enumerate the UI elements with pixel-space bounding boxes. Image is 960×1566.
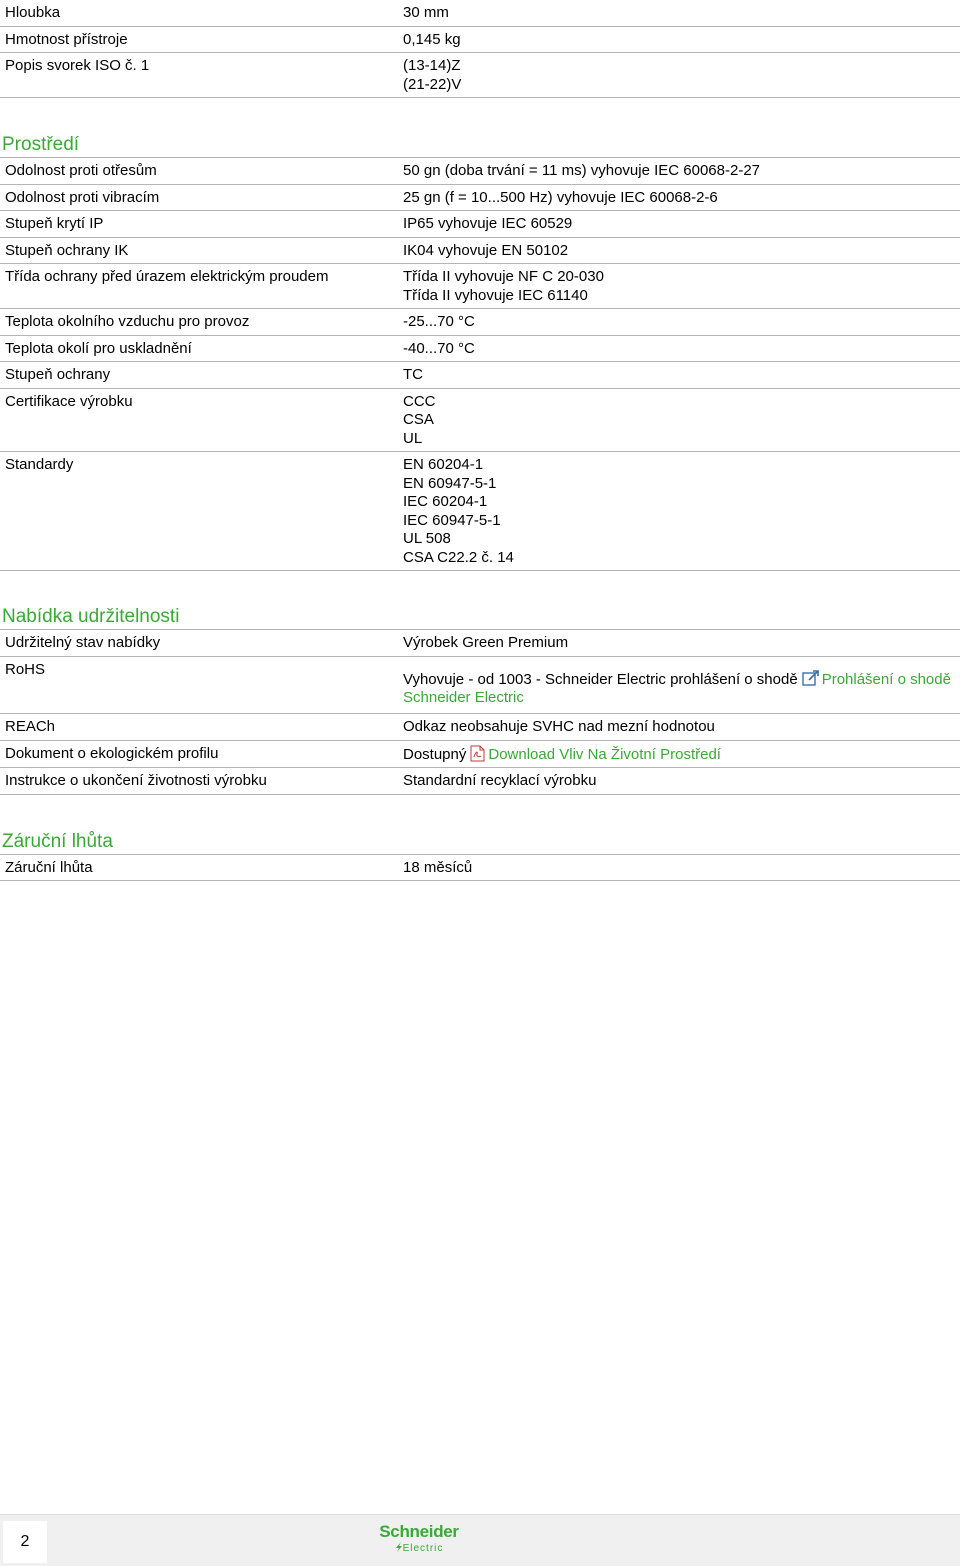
- page-number: 2: [3, 1521, 47, 1563]
- spec-value-line: Třída II vyhovuje IEC 61140: [403, 286, 588, 304]
- external-link-icon[interactable]: [798, 671, 822, 688]
- environment-spec-table: [0, 158, 960, 571]
- spec-key: Stupeň ochrany IK: [5, 241, 129, 259]
- schneider-electric-logo: [374, 1523, 464, 1557]
- spec-value-line: IP65 vyhovuje IEC 60529: [403, 215, 573, 232]
- spec-row: [0, 335, 960, 362]
- top-spec-table: [0, 0, 960, 98]
- spec-key: Odolnost proti otřesům: [5, 162, 157, 179]
- spec-value-line: CSA C22.2 č. 14: [403, 548, 514, 566]
- spec-value: [392, 452, 960, 571]
- spec-key: Odolnost proti vibracím: [5, 188, 160, 206]
- spec-key: Dokument o ekologickém profilu: [5, 744, 219, 762]
- spec-value-line: EN 60204-1: [403, 456, 484, 473]
- spec-row: [0, 768, 960, 795]
- spec-row: [0, 740, 960, 768]
- warranty-spec-table: [0, 855, 960, 882]
- spec-value-line: (21-22)V: [403, 75, 462, 93]
- spec-row: [0, 656, 960, 714]
- spec-key: RoHS: [5, 660, 46, 678]
- download-environmental-profile-link[interactable]: Download Vliv Na Životní Prostředí: [488, 745, 721, 763]
- declaration-of-conformity-link[interactable]: Prohlášení o shodě Schneider Electric: [403, 670, 951, 706]
- spec-value: [392, 309, 960, 336]
- section-title-warranty: Záruční lhůta: [0, 831, 960, 855]
- spec-row: [0, 211, 960, 238]
- eco-text: Dostupný: [403, 745, 467, 763]
- spec-value: [392, 211, 960, 238]
- logo-name: Schneider: [379, 1522, 459, 1541]
- page-footer: [0, 1514, 960, 1566]
- spec-value: 18 měsíců: [403, 858, 473, 876]
- spec-key: Instrukce o ukončení životnosti výrobku: [5, 772, 267, 789]
- spec-value-line: IEC 60947-5-1: [403, 511, 501, 529]
- spec-value-line: -25...70 °C: [403, 313, 475, 330]
- spec-value: [392, 237, 960, 264]
- spec-row: [0, 362, 960, 389]
- spec-key: Hloubka: [5, 4, 61, 21]
- spec-value: Standardní recyklací výrobku: [403, 772, 597, 789]
- spec-row: [0, 158, 960, 184]
- spec-key: Certifikace výrobku: [5, 392, 133, 410]
- spec-value: [392, 0, 960, 26]
- spec-value: [392, 264, 960, 309]
- section-title-sustainability: Nabídka udržitelnosti: [0, 606, 960, 630]
- spec-key: Popis svorek ISO č. 1: [5, 57, 150, 74]
- spec-row: [0, 184, 960, 211]
- spec-key: Stupeň krytí IP: [5, 215, 104, 232]
- spec-value-line: CCC: [403, 392, 436, 410]
- spec-row: [0, 309, 960, 336]
- spec-value-line: IEC 60204-1: [403, 493, 488, 510]
- spec-value-line: IK04 vyhovuje EN 50102: [403, 241, 569, 259]
- spec-row: [0, 237, 960, 264]
- spec-value-line: -40...70 °C: [403, 339, 475, 357]
- sustainability-spec-table: [0, 630, 960, 795]
- spec-row: [0, 452, 960, 571]
- logo-mark-icon: [395, 1542, 403, 1552]
- spec-key: Teplota okolí pro uskladnění: [5, 339, 192, 357]
- spec-row: [0, 855, 960, 881]
- spec-key: Teplota okolního vzduchu pro provoz: [5, 313, 250, 330]
- spec-value: [392, 656, 960, 714]
- spec-key: Standardy: [5, 456, 74, 473]
- spec-row: [0, 264, 960, 309]
- spec-value: [392, 158, 960, 184]
- spec-key: Stupeň ochrany: [5, 366, 111, 383]
- spec-key: Hmotnost přístroje: [5, 30, 128, 48]
- spec-row: [0, 388, 960, 452]
- spec-key: Třída ochrany před úrazem elektrickým proudem: [5, 268, 329, 285]
- spec-key: Udržitelný stav nabídky: [5, 634, 161, 651]
- spec-value-line: TC: [403, 366, 423, 383]
- spec-value: [392, 184, 960, 211]
- spec-value-line: Třída II vyhovuje NF C 20-030: [403, 268, 604, 285]
- rohs-text: Vyhovuje - od 1003 - Schneider Electric prohlášení o shodě: [403, 670, 798, 688]
- spec-row: [0, 630, 960, 656]
- spec-value: [392, 362, 960, 389]
- spec-value-line: 0,145 kg: [403, 30, 461, 48]
- pdf-icon[interactable]: [466, 746, 488, 763]
- logo-sub: Electric: [402, 1543, 444, 1554]
- spec-value: Odkaz neobsahuje SVHC nad mezní hodnotou: [403, 718, 715, 735]
- spec-value-line: (13-14)Z: [403, 57, 461, 74]
- spec-value-line: 50 gn (doba trvání = 11 ms) vyhovuje IEC 60068-2-27: [403, 162, 761, 179]
- spec-row: [0, 714, 960, 741]
- spec-key: REACh: [5, 718, 56, 735]
- spec-key: Záruční lhůta: [5, 858, 93, 876]
- spec-value: Výrobek Green Premium: [403, 634, 569, 651]
- spec-row: [0, 53, 960, 98]
- spec-row: [0, 26, 960, 53]
- spec-value-line: 25 gn (f = 10...500 Hz) vyhovuje IEC 60068-2-6: [403, 188, 718, 206]
- spec-value-line: UL: [403, 429, 423, 447]
- spec-row: [0, 0, 960, 26]
- spec-value-line: UL 508: [403, 530, 451, 547]
- spec-value-line: 30 mm: [403, 4, 449, 21]
- spec-value: [392, 388, 960, 452]
- spec-value: [392, 53, 960, 98]
- spec-value: [392, 740, 960, 768]
- spec-value-line: CSA: [403, 411, 434, 428]
- section-title-environment: Prostředí: [0, 134, 960, 158]
- spec-value: [392, 26, 960, 53]
- spec-value: [392, 335, 960, 362]
- spec-value-line: EN 60947-5-1: [403, 474, 497, 492]
